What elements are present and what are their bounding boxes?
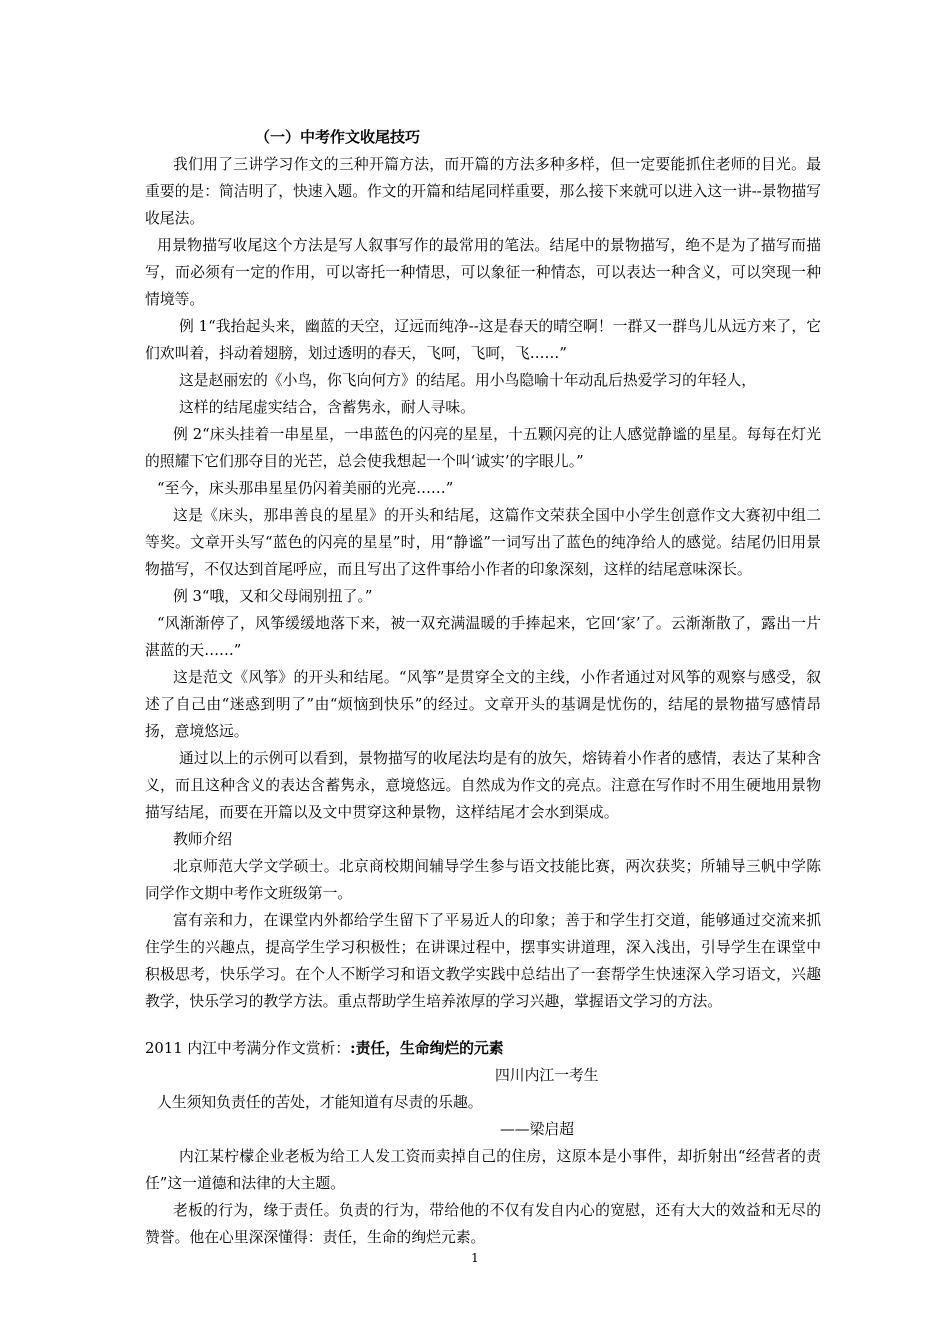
teacher-bio-1: 北京师范大学文学硕士。北京商校期间辅导学生参与语文技能比赛，两次获奖；所辅导三帆中学陈同学作文期中考作文班级第一。 <box>145 858 821 902</box>
example-1-comment-line2: 这样的结尾虚实结合，含蓄隽永，耐人寻味。 <box>179 399 475 416</box>
example-1: 例 1“我抬起头来，幽蓝的天空，辽远而纯净--这是春天的晴空啊！一群又一群鸟儿从远方来了，它们欢叫着，抖动着翅膀，划过透明的春天，飞呵，飞呵，飞……” <box>145 318 821 362</box>
essay-epigraph: 人生须知负责任的苦处，才能知道有尽责的乐趣。 <box>157 1094 483 1111</box>
example-3-quote: “风渐渐停了，风筝缓缓地落下来，被一双充满温暖的手捧起来，它回‘家’了。云渐渐散了，露出一片湛蓝的天……” <box>145 615 821 659</box>
example-2-quote: “至今，床头那串星星仍闪着美丽的光亮……” <box>157 480 454 497</box>
essay-author: 四川内江一考生 <box>495 1067 599 1084</box>
essay-heading <box>145 1035 821 1062</box>
method-paragraph: 用景物描写收尾这个方法是写人叙事写作的最常用的笔法。结尾中的景物描写，绝不是为了描写而描写，而必须有一定的作用，可以寄托一种情思，可以象征一种情态，可以表达一种含义，可以突现一种情境等。 <box>145 237 821 308</box>
section-title: （一）中考作文收尾技巧 <box>255 128 421 146</box>
intro-paragraph: 我们用了三讲学习作文的三种开篇方法，而开篇的方法多种多样，但一定要能抓住老师的目光。最重要的是：简洁明了，快速入题。作文的开篇和结尾同样重要，那么接下来就可以进入这一讲--景物描写收尾法。 <box>145 156 821 227</box>
teacher-heading: 教师介绍 <box>173 831 233 848</box>
example-2-comment: 这是《床头，那串善良的星星》的开头和结尾，这篇作文荣获全国中小学生创意作文大赛初中组二等奖。文章开头写“蓝色的闪亮的星星”时，用“静谧”一词写出了蓝色的纯净给人的感觉。结尾仍旧用景物描写，不仅达到首尾呼应，而且写出了这件事给小作者的印象深刻，这样的结尾意味深长。 <box>145 507 821 578</box>
essay-paragraph-1: 内江某柠檬企业老板为给工人发工资而卖掉自己的住房，这原本是小事件，却折射出“经营者的责任”这一道德和法律的大主题。 <box>145 1148 821 1192</box>
essay-heading-title: :责任，生命绚烂的元素 <box>350 1040 504 1057</box>
essay-heading-prefix: 2011 内江中考满分作文赏析： <box>145 1040 351 1057</box>
essay-paragraph-2: 老板的行为，缘于责任。负责的行为，带给他的不仅有发自内心的宽慰，还有大大的效益和无尽的赞誉。他在心里深深懂得：责任，生命的绚烂元素。 <box>145 1202 821 1246</box>
example-3-comment: 这是范文《风筝》的开头和结尾。“风筝”是贯穿全文的主线，小作者通过对风筝的观察与感受，叙述了自己由“迷惑到明了”由“烦恼到快乐”的经过。文章开头的基调是忧伤的，结尾的景物描写感情昂扬，意境悠远。 <box>145 669 821 740</box>
summary-paragraph: 通过以上的示例可以看到，景物描写的收尾法均是有的放矢，熔铸着小作者的感情，表达了某种含义，而且这种含义的表达含蓄隽永，意境悠远。自然成为作文的亮点。注意在写作时不用生硬地用景物描写结尾，而要在开篇以及文中贯穿这种景物，这样结尾才会水到渠成。 <box>145 750 821 821</box>
section-gap <box>145 1015 821 1035</box>
example-2: 例 2“床头挂着一串星星，一串蓝色的闪亮的星星，十五颗闪亮的让人感觉静谧的星星。每每在灯光的照耀下它们那夺目的光芒，总会使我想起一个叫‘诚实’的字眼儿。” <box>145 426 821 470</box>
teacher-bio-2: 富有亲和力，在课堂内外都给学生留下了平易近人的印象；善于和学生打交道，能够通过交流来抓住学生的兴趣点，提高学生学习积极性；在讲课过程中，摆事实讲道理，深入浅出，引导学生在课堂中积极思考，快乐学习。在个人不断学习和语文教学实践中总结出了一套帮学生快速深入学习语文，兴趣教学，快乐学习的教学方法。重点帮助学生培养浓厚的学习兴趣，掌握语文学习的方法。 <box>145 912 821 1010</box>
document-body <box>145 124 821 1251</box>
example-1-comment-line1: 这是赵丽宏的《小鸟，你飞向何方》的结尾。用小鸟隐喻十年动乱后热爱学习的年轻人， <box>179 372 757 389</box>
example-3: 例 3“哦，又和父母闹别扭了。” <box>173 588 373 605</box>
essay-epigraph-source: ——梁启超 <box>500 1121 574 1138</box>
page-number: 1 <box>471 1251 479 1265</box>
